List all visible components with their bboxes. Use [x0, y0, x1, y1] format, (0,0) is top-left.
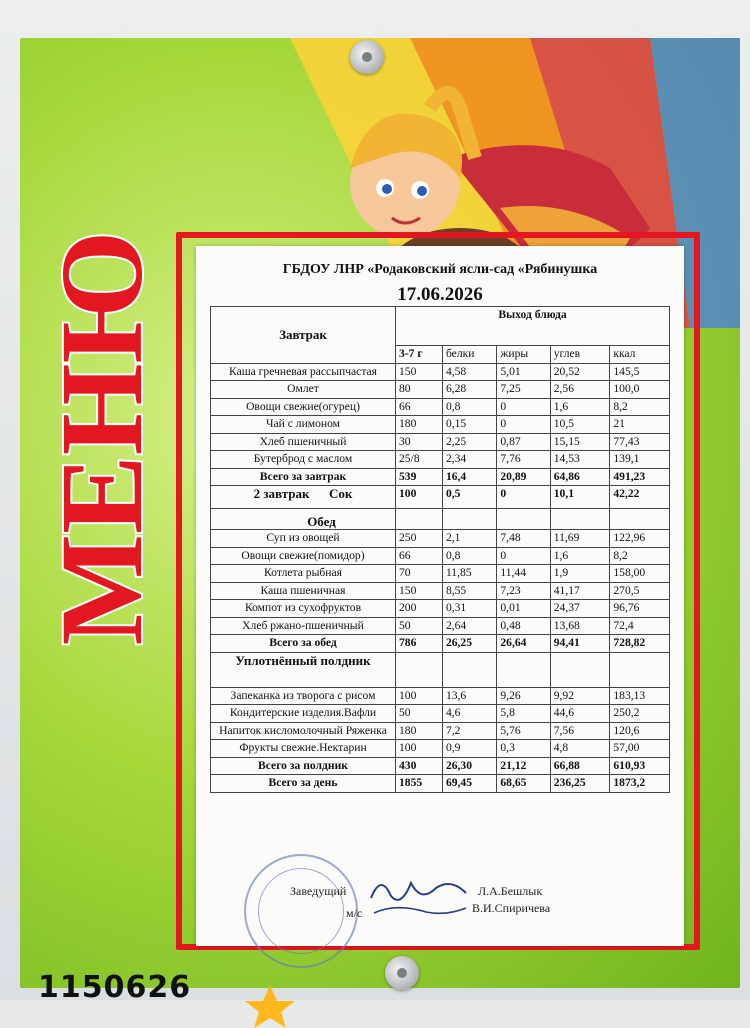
breakfast-total-value: 64,86	[550, 468, 610, 486]
lunch-value: 250	[396, 530, 443, 548]
signature-1	[366, 868, 476, 918]
lunch-dish-name: Суп из овощей	[211, 530, 396, 548]
snack-dish-name: Кондитерские изделия.Вафли	[211, 705, 396, 723]
snack-value: 120,6	[610, 722, 670, 740]
breakfast-value: 145,5	[610, 363, 670, 381]
lunch-value: 200	[396, 600, 443, 618]
breakfast-value: 100,0	[610, 381, 670, 399]
menu-date: 17.06.2026	[397, 284, 483, 305]
snack-value: 100	[396, 740, 443, 758]
day-total-row	[211, 775, 670, 793]
day-total-value: 1855	[396, 775, 443, 793]
snack-value: 180	[396, 722, 443, 740]
sb-portion: 100	[396, 486, 443, 509]
snack-row	[211, 740, 670, 758]
breakfast-dish-name: Чай с лимоном	[211, 416, 396, 434]
breakfast-total-value: 491,23	[610, 468, 670, 486]
col-fat: жиры	[497, 346, 550, 364]
breakfast-value: 1,6	[550, 398, 610, 416]
snack-value: 5,8	[497, 705, 550, 723]
lunch-dish-name: Компот из сухофруктов	[211, 600, 396, 618]
breakfast-dish-name: Омлет	[211, 381, 396, 399]
lunch-value: 11,44	[497, 565, 550, 583]
snack-heading: Уплотнённый полдник	[211, 652, 396, 687]
snack-dish-name: Фрукты свежие.Нектарин	[211, 740, 396, 758]
snack-value: 4,8	[550, 740, 610, 758]
breakfast-value: 180	[396, 416, 443, 434]
table-header-row	[211, 307, 670, 346]
snack-value: 0,3	[497, 740, 550, 758]
lunch-value: 24,37	[550, 600, 610, 618]
breakfast-value: 150	[396, 363, 443, 381]
lunch-value: 70	[396, 565, 443, 583]
breakfast-value: 14,53	[550, 451, 610, 469]
lunch-value: 13,68	[550, 617, 610, 635]
institution-header: ГБДОУ ЛНР «Родаковский ясли-сад «Рябинушка	[282, 262, 598, 277]
breakfast-value: 80	[396, 381, 443, 399]
signer-name-2: В.И.Спиричева	[472, 901, 551, 915]
lunch-value: 72,4	[610, 617, 670, 635]
sb-carbs: 10,1	[550, 486, 610, 509]
lunch-dish-name: Котлета рыбная	[211, 565, 396, 583]
col-kcal: ккал	[610, 346, 670, 364]
breakfast-value: 0,8	[442, 398, 496, 416]
lunch-value: 11,69	[550, 530, 610, 548]
breakfast-value: 10,5	[550, 416, 610, 434]
lunch-total-dish-name: Всего за обед	[211, 635, 396, 653]
breakfast-row	[211, 433, 670, 451]
lunch-total-value: 26,25	[442, 635, 496, 653]
lunch-value: 1,9	[550, 565, 610, 583]
lunch-total-value: 26,64	[497, 635, 550, 653]
lunch-total-value: 728,82	[610, 635, 670, 653]
snack-value: 5,76	[497, 722, 550, 740]
breakfast-row	[211, 451, 670, 469]
day-total-row	[211, 775, 670, 793]
breakfast-value: 0	[497, 398, 550, 416]
svg-text:МЕНЮ: МЕНЮ	[36, 230, 168, 646]
snack-value: 57,00	[610, 740, 670, 758]
snack-value: 0,9	[442, 740, 496, 758]
breakfast-dish-name: Бутерброд с маслом	[211, 451, 396, 469]
lunch-row	[211, 547, 670, 565]
lunch-row	[211, 582, 670, 600]
breakfast-total-value: 539	[396, 468, 443, 486]
breakfast-value: 77,43	[610, 433, 670, 451]
breakfast-total-row	[211, 468, 670, 486]
breakfast-value: 0,87	[497, 433, 550, 451]
snack-value: 9,92	[550, 687, 610, 705]
snack-value: 9,26	[497, 687, 550, 705]
day-total-dish-name: Всего за день	[211, 775, 396, 793]
snack-value: 7,2	[442, 722, 496, 740]
lunch-row	[211, 600, 670, 618]
lunch-value: 2,64	[442, 617, 496, 635]
snack-total-value: 610,93	[610, 757, 670, 775]
snack-value: 250,2	[610, 705, 670, 723]
snack-dish-name: Напиток кисломолочный Ряженка	[211, 722, 396, 740]
lunch-row	[211, 617, 670, 635]
bottom-screw	[385, 956, 419, 990]
breakfast-value: 25/8	[396, 451, 443, 469]
sb-kcal: 42,22	[610, 486, 670, 509]
breakfast-row	[211, 398, 670, 416]
lunch-value: 7,23	[497, 582, 550, 600]
col-age: 3-7 г	[396, 346, 443, 364]
lunch-dish-name: Хлеб ржано-пшеничный	[211, 617, 396, 635]
breakfast-rows	[211, 363, 670, 468]
lunch-value: 7,48	[497, 530, 550, 548]
breakfast-value: 0	[497, 416, 550, 434]
lunch-rows	[211, 530, 670, 635]
col-carbs: углев	[550, 346, 610, 364]
snack-value: 50	[396, 705, 443, 723]
snack-total-value: 21,12	[497, 757, 550, 775]
breakfast-row	[211, 363, 670, 381]
breakfast-heading: Завтрак	[211, 307, 396, 364]
snack-value: 7,56	[550, 722, 610, 740]
signer-role-1: Заведущий	[290, 884, 347, 898]
snack-value: 4,6	[442, 705, 496, 723]
snack-value: 13,6	[442, 687, 496, 705]
sb-protein: 0,5	[442, 486, 496, 509]
day-total-value: 69,45	[442, 775, 496, 793]
breakfast-value: 4,58	[442, 363, 496, 381]
lunch-total-value: 786	[396, 635, 443, 653]
snack-total-value: 26,30	[442, 757, 496, 775]
lunch-value: 150	[396, 582, 443, 600]
lunch-total-row	[211, 635, 670, 653]
day-total-value: 236,25	[550, 775, 610, 793]
top-screw	[350, 40, 384, 74]
snack-total-row	[211, 757, 670, 775]
snack-total-value: 430	[396, 757, 443, 775]
breakfast-value: 8,2	[610, 398, 670, 416]
day-total-value: 68,65	[497, 775, 550, 793]
snack-total-row	[211, 757, 670, 775]
breakfast-value: 66	[396, 398, 443, 416]
lunch-value: 41,17	[550, 582, 610, 600]
sb-fat: 0	[497, 486, 550, 509]
snack-row	[211, 722, 670, 740]
breakfast-value: 15,15	[550, 433, 610, 451]
lunch-heading-row	[211, 509, 670, 530]
lunch-dish-name: Каша пшеничная	[211, 582, 396, 600]
lunch-total-row	[211, 635, 670, 653]
menu-table	[210, 306, 670, 793]
snack-dish-name: Запеканка из творога с рисом	[211, 687, 396, 705]
breakfast-value: 2,56	[550, 381, 610, 399]
snack-row	[211, 705, 670, 723]
col-protein: белки	[442, 346, 496, 364]
breakfast-value: 7,76	[497, 451, 550, 469]
output-header: Выход блюда	[396, 307, 670, 346]
lunch-value: 1,6	[550, 547, 610, 565]
breakfast-total-dish-name: Всего за завтрак	[211, 468, 396, 486]
breakfast-dish-name: Каша гречневая рассыпчастая	[211, 363, 396, 381]
signer-role-2: м/с	[346, 906, 363, 920]
second-breakfast-label: 2 завтрак Сок	[211, 486, 396, 509]
lunch-value: 0,01	[497, 600, 550, 618]
lunch-value: 66	[396, 547, 443, 565]
breakfast-total-value: 16,4	[442, 468, 496, 486]
breakfast-value: 2,25	[442, 433, 496, 451]
menu-title-vertical	[36, 198, 168, 678]
snack-rows	[211, 687, 670, 757]
breakfast-row	[211, 416, 670, 434]
snack-value: 183,13	[610, 687, 670, 705]
breakfast-value: 21	[610, 416, 670, 434]
lunch-value: 8,2	[610, 547, 670, 565]
day-total-value: 1873,2	[610, 775, 670, 793]
menu-sheet	[196, 246, 684, 946]
lunch-heading: Обед	[211, 509, 396, 530]
lunch-row	[211, 530, 670, 548]
lunch-value: 0,48	[497, 617, 550, 635]
breakfast-dish-name: Хлеб пшеничный	[211, 433, 396, 451]
lunch-value: 96,76	[610, 600, 670, 618]
breakfast-value: 7,25	[497, 381, 550, 399]
breakfast-value: 5,01	[497, 363, 550, 381]
lunch-value: 122,96	[610, 530, 670, 548]
breakfast-value: 139,1	[610, 451, 670, 469]
lunch-value: 158,00	[610, 565, 670, 583]
lunch-value: 11,85	[442, 565, 496, 583]
star-decoration	[240, 983, 300, 1028]
lunch-value: 50	[396, 617, 443, 635]
breakfast-value: 30	[396, 433, 443, 451]
lunch-value: 0	[497, 547, 550, 565]
lunch-total-value: 94,41	[550, 635, 610, 653]
handwritten-date-note: 1150626	[38, 970, 192, 1005]
second-breakfast-row	[211, 486, 670, 509]
snack-row	[211, 687, 670, 705]
lunch-value: 0,31	[442, 600, 496, 618]
lunch-value: 270,5	[610, 582, 670, 600]
breakfast-total-row	[211, 468, 670, 486]
breakfast-row	[211, 381, 670, 399]
snack-total-value: 66,88	[550, 757, 610, 775]
breakfast-dish-name: Овощи свежие(огурец)	[211, 398, 396, 416]
snack-value: 100	[396, 687, 443, 705]
snack-total-dish-name: Всего за полдник	[211, 757, 396, 775]
lunch-value: 0,8	[442, 547, 496, 565]
breakfast-value: 6,28	[442, 381, 496, 399]
official-stamp	[244, 854, 358, 968]
breakfast-value: 0,15	[442, 416, 496, 434]
breakfast-value: 20,52	[550, 363, 610, 381]
breakfast-total-value: 20,89	[497, 468, 550, 486]
snack-heading-row	[211, 652, 670, 687]
breakfast-value: 2,34	[442, 451, 496, 469]
lunch-dish-name: Овощи свежие(помидор)	[211, 547, 396, 565]
lunch-value: 8,55	[442, 582, 496, 600]
snack-value: 44,6	[550, 705, 610, 723]
lunch-value: 2,1	[442, 530, 496, 548]
lunch-row	[211, 565, 670, 583]
signer-name-1: Л.А.Бешлык	[478, 884, 543, 898]
